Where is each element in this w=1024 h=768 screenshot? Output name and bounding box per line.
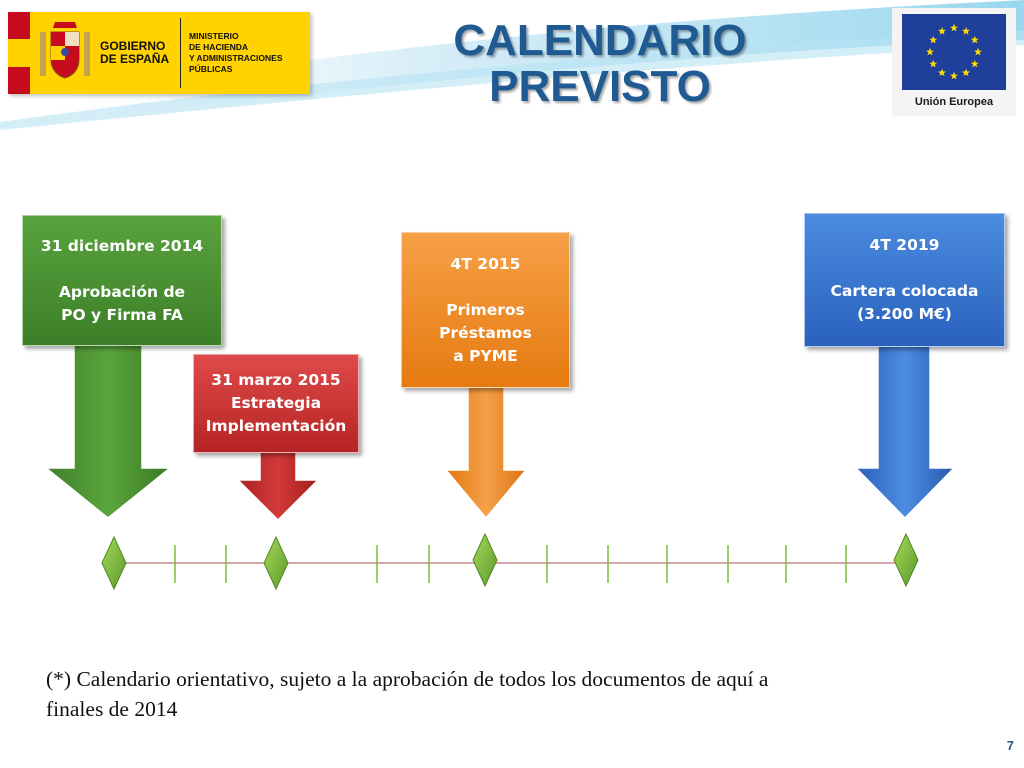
milestone-3-date: 4T 2015 bbox=[450, 254, 521, 273]
milestone-2-desc-1: Estrategia bbox=[230, 394, 322, 412]
footnote-line-2: finales de 2014 bbox=[46, 697, 178, 721]
title-line-1: CALENDARIO bbox=[453, 16, 747, 65]
timeline-diamond-1 bbox=[102, 537, 126, 589]
timeline-diamond-3 bbox=[473, 534, 497, 586]
timeline-diamond-2 bbox=[264, 537, 288, 589]
gobierno-name: GOBIERNO DE ESPAÑA bbox=[100, 39, 170, 66]
timeline-diamond-4 bbox=[894, 534, 918, 586]
milestone-1-date: 31 diciembre 2014 bbox=[40, 236, 204, 255]
ministry-name: MINISTERIO DE HACIENDA Y ADMINISTRACIONES PÚBLICAS bbox=[189, 31, 283, 74]
footnote-line-1: (*) Calendario orientativo, sujeto a la aprobación de todos los documentos de aquí a bbox=[46, 667, 769, 691]
page-number: 7 bbox=[1006, 738, 1014, 753]
milestone-1-desc-2: PO y Firma FA bbox=[61, 305, 183, 324]
milestone-2-date: 31 marzo 2015 bbox=[211, 371, 341, 389]
title-line-2: PREVISTO bbox=[489, 62, 711, 111]
footnote bbox=[46, 664, 946, 724]
milestone-3-desc-2: Préstamos bbox=[439, 323, 532, 342]
milestone-4-date: 4T 2019 bbox=[869, 236, 940, 254]
eu-label: Unión Europea bbox=[914, 96, 994, 108]
milestone-2-desc-2: Implementación bbox=[205, 417, 347, 435]
milestone-3-desc-3: a PYME bbox=[453, 346, 518, 365]
milestone-3-desc-1: Primeros bbox=[446, 300, 525, 319]
milestone-4-desc-2: (3.200 M€) bbox=[857, 305, 952, 323]
milestone-1-desc-1: Aprobación de bbox=[58, 282, 186, 301]
milestone-4-desc-1: Cartera colocada bbox=[830, 282, 979, 300]
